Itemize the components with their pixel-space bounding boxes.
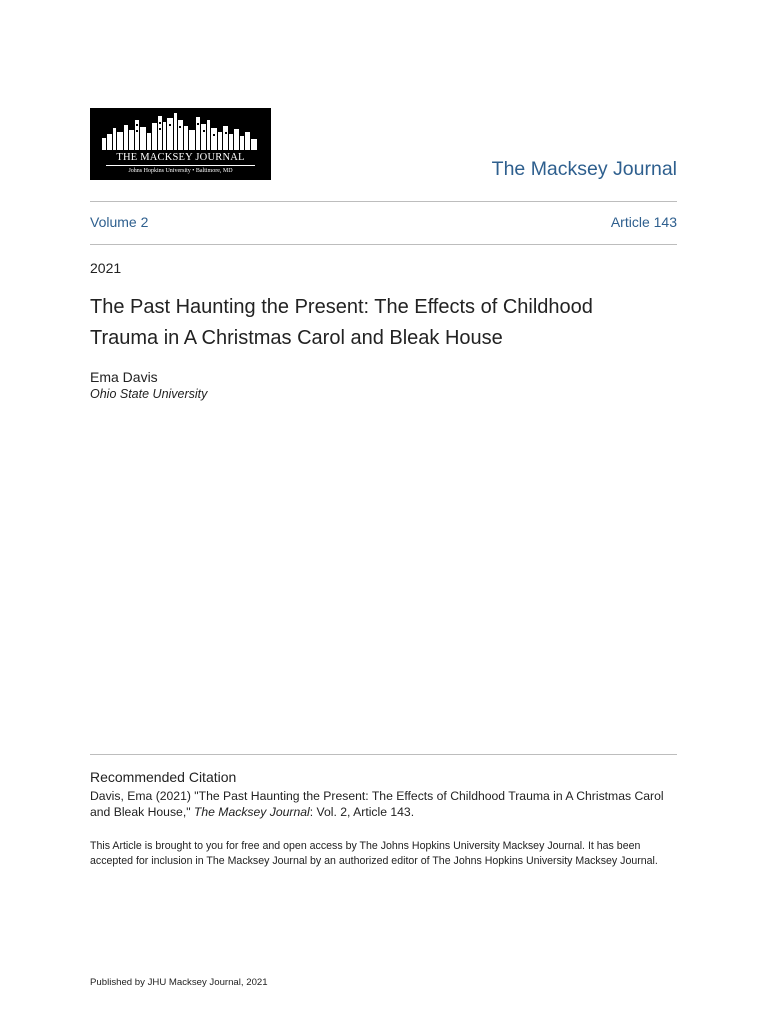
publication-year: 2021 (90, 260, 122, 276)
citation-text (90, 788, 670, 820)
journal-name-link[interactable]: The Macksey Journal (491, 158, 677, 180)
article-number-link[interactable]: Article 143 (610, 214, 677, 230)
header-divider (90, 201, 677, 202)
citation-divider (90, 754, 677, 755)
citation-volume: : Vol. 2, Article 143. (309, 805, 415, 819)
citation-body: Davis, Ema (2021) "The Past Haunting the Present: The Effects of Childhood Trauma in A Christmas Carol and Bleak House," (90, 789, 664, 819)
article-title: The Past Haunting the Present: The Effects of Childhood Trauma in A Christmas Carol and Bleak House (90, 296, 593, 349)
author-name: Ema Davis (90, 369, 158, 385)
publisher-footer: Published by JHU Macksey Journal, 2021 (90, 977, 268, 988)
citation-heading: Recommended Citation (90, 769, 237, 785)
citation-journal: The Macksey Journal (193, 805, 310, 819)
logo-subtitle: Johns Hopkins University • Baltimore, MD (128, 168, 233, 174)
author-affiliation: Ohio State University (90, 387, 208, 401)
journal-logo (90, 108, 271, 180)
logo-divider (106, 165, 255, 166)
volume-link[interactable]: Volume 2 (90, 214, 149, 230)
open-access-notice: This Article is brought to you for free and open access by The Johns Hopkins University Macksey Journal. It has been accepted for inclusion in The Macksey Journal by an authorized editor of The Johns Hopkins University Macksey Journal. (90, 840, 658, 867)
meta-divider (90, 244, 677, 245)
logo-title: THE MACKSEY JOURNAL (116, 152, 245, 163)
